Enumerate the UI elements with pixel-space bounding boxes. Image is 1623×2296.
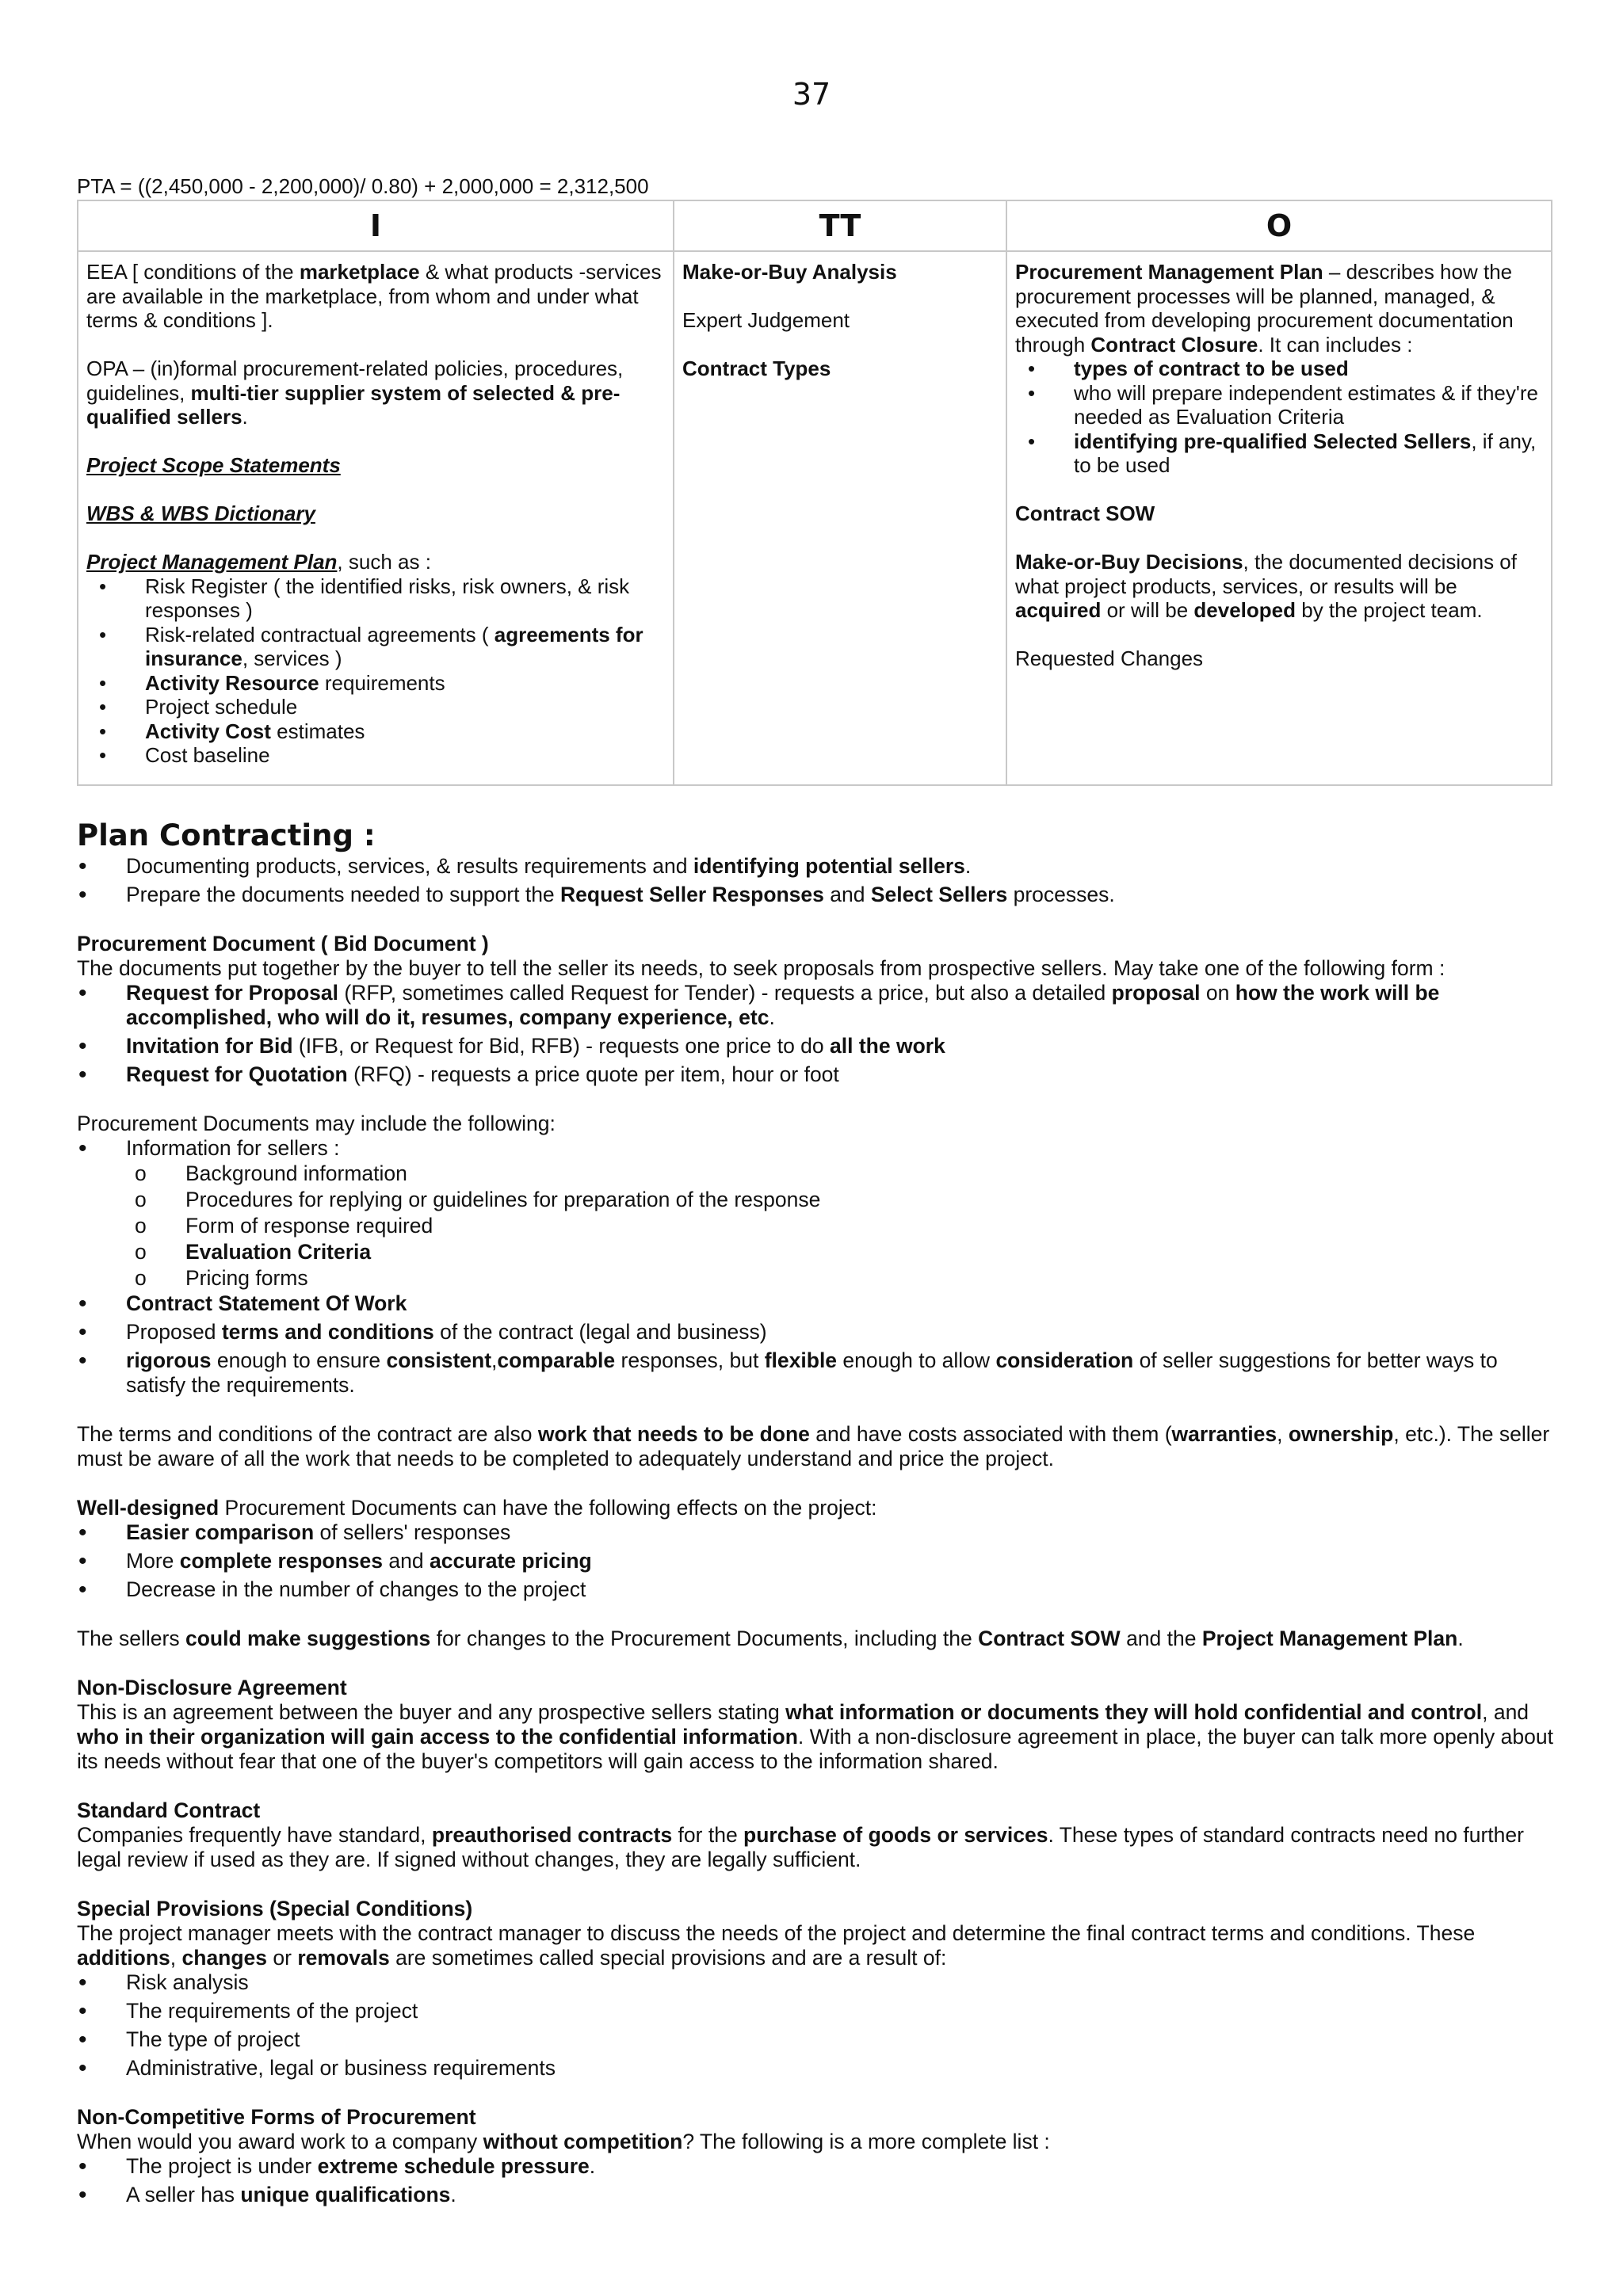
section-intro: Procurement Documents may include the following: (77, 1112, 556, 1135)
list-item: • rigorous enough to ensure consistent,comparable responses, but flexible enough to allow consideration of seller suggestions for better ways to satisfy the requirements. (77, 1348, 1559, 1398)
list-item: • Risk analysis (77, 1970, 1559, 1995)
inputs-cell (78, 251, 674, 785)
procurement-plan-list (1015, 357, 1543, 478)
section-title: Procurement Document ( Bid Document ) (77, 932, 489, 955)
list-item: • Information for sellers : o Background information o Procedures for replying or guidelines for preparation of the response o Form of response required o Evaluation Criteria o Pricing forms (77, 1136, 1559, 1291)
list-item: • Request for Quotation (RFQ) - requests a price quote per item, hour or foot (77, 1062, 1559, 1087)
tools-cell (674, 251, 1006, 785)
eea-input: EEA [ conditions of the marketplace & what products -services are available in the marketplace, from whom and under what terms & conditions ]. (86, 260, 662, 332)
non-competitive-section (77, 2105, 1559, 2207)
procurement-plan-output: Procurement Management Plan – describes how the procurement processes will be planned, managed, & executed from developing procurement documentation through Contract Closure. It can includes : (1015, 260, 1514, 357)
list-item: • who will prepare independent estimates & if they're needed as Evaluation Criteria (1015, 381, 1543, 429)
list-item: • identifying pre-qualified Selected Sellers, if any, to be used (1015, 429, 1543, 478)
list-item: • Cost baseline (86, 743, 665, 768)
list-item: • Request for Proposal (RFP, sometimes called Request for Tender) - requests a price, but also a detailed proposal on how the work will be accomplished, who will do it, resumes, company experience, etc. (77, 981, 1559, 1030)
make-or-buy-tool: Make-or-Buy Analysis (682, 260, 897, 284)
list-item: • types of contract to be used (1015, 357, 1543, 381)
contract-types-tool: Contract Types (682, 357, 831, 380)
sub-list-item: o Evaluation Criteria (77, 1239, 1559, 1265)
nda-section (77, 1676, 1559, 1774)
opa-input: OPA – (in)formal procurement-related policies, procedures, guidelines, multi-tier supplier system of selected & pre-qualified sellers. (86, 357, 624, 429)
list-item: • A seller has unique qualifications. (77, 2183, 1559, 2207)
list-item: • Activity Cost estimates (86, 719, 665, 744)
well-designed-section (77, 1496, 1559, 1602)
list-item: • Risk-related contractual agreements ( agreements for insurance, services ) (86, 623, 665, 671)
list-item: • Invitation for Bid (IFB, or Request for Bid, RFB) - requests one price to do all the work (77, 1034, 1559, 1058)
list-item: • Proposed terms and conditions of the contract (legal and business) (77, 1320, 1559, 1344)
pta-formula: PTA = ((2,450,000 - 2,200,000)/ 0.80) + 2,000,000 = 2,312,500 (77, 174, 649, 198)
section-title: Non-Competitive Forms of Procurement (77, 2105, 476, 2129)
project-scope-input: Project Scope Statements (86, 453, 341, 477)
outputs-cell (1006, 251, 1552, 785)
plan-contracting-heading: Plan Contracting : (77, 818, 376, 852)
expert-judgement-tool: Expert Judgement (682, 308, 850, 332)
pmp-input: Project Management Plan, such as : (86, 550, 431, 574)
outputs-header: O (1006, 200, 1552, 251)
sub-list-item: o Pricing forms (77, 1265, 1559, 1291)
bid-document-list (77, 981, 1559, 1087)
section-title: Non-Disclosure Agreement (77, 1676, 347, 1699)
non-competitive-list (77, 2154, 1559, 2207)
list-item: • The project is under extreme schedule pressure. (77, 2154, 1559, 2179)
section-intro: The documents put together by the buyer to tell the seller its needs, to seek proposals from prospective sellers. May take one of the following form : (77, 956, 1445, 980)
documents-include-list (77, 1136, 1559, 1398)
section-title: Special Provisions (Special Conditions) (77, 1897, 473, 1920)
wbs-input: WBS & WBS Dictionary (86, 502, 315, 525)
pmp-input-list (86, 574, 665, 768)
special-provisions-section (77, 1897, 1559, 2081)
list-item: • Administrative, legal or business requirements (77, 2056, 1559, 2081)
itto-header-row (78, 200, 1552, 251)
documents-include-section (77, 1112, 1559, 1398)
section-body: Companies frequently have standard, preauthorised contracts for the purchase of goods or services. These types of standard contracts need no further legal review if used as they are. If signed without changes, they are legally sufficient. (77, 1823, 1524, 1871)
suggestions-paragraph: The sellers could make suggestions for changes to the Procurement Documents, including the Contract SOW and the Project Management Plan. (77, 1627, 1464, 1650)
itto-table (77, 200, 1552, 786)
page-number: 37 (792, 77, 831, 112)
plan-contracting-list (77, 854, 1559, 907)
list-item: • Easier comparison of sellers' responses (77, 1520, 1559, 1545)
special-provisions-list (77, 1970, 1559, 2081)
list-item: • Contract Statement Of Work (77, 1291, 1559, 1316)
procurement-document-section (77, 932, 1559, 1087)
requested-changes-output: Requested Changes (1015, 646, 1204, 670)
list-item: • Documenting products, services, & results requirements and identifying potential sellers. (77, 854, 1559, 879)
section-title: Standard Contract (77, 1798, 261, 1822)
list-item: • The type of project (77, 2027, 1559, 2052)
list-item: • Activity Resource requirements (86, 671, 665, 696)
terms-paragraph: The terms and conditions of the contract are also work that needs to be done and have costs associated with them (warranties, ownership, etc.). The seller must be aware of all the work that needs to be completed to adequately understand and price the project. (77, 1422, 1550, 1470)
list-item: • Decrease in the number of changes to the project (77, 1577, 1559, 1602)
contract-sow-output: Contract SOW (1015, 502, 1155, 525)
sub-list-item: o Background information (77, 1161, 1559, 1187)
effects-list (77, 1520, 1559, 1602)
list-item: • Prepare the documents needed to support the Request Seller Responses and Select Sellers processes. (77, 883, 1559, 907)
seller-info-sublist (77, 1161, 1559, 1291)
standard-contract-section (77, 1798, 1559, 1872)
section-body: The project manager meets with the contract manager to discuss the needs of the project and determine the final contract terms and conditions. These additions, changes or removals are sometimes called special provisions and are a result of: (77, 1921, 1476, 1970)
itto-body-row (78, 251, 1552, 785)
section-body: This is an agreement between the buyer and any prospective sellers stating what information or documents they will hold confidential and control, and who in their organization will gain access to the confidential information. With a non-disclosure agreement in place, the buyer can talk more openly about its needs without fear that one of the buyer's competitors will gain access to the information shared. (77, 1700, 1553, 1773)
make-or-buy-output: Make-or-Buy Decisions, the documented decisions of what project products, services, or results will be acquired or will be developed by the project team. (1015, 550, 1517, 622)
main-content (77, 818, 1559, 2211)
sub-list-item: o Form of response required (77, 1213, 1559, 1239)
section-intro: Well-designed Procurement Documents can have the following effects on the project: (77, 1496, 877, 1520)
section-body: When would you award work to a company without competition? The following is a more complete list : (77, 2130, 1050, 2153)
tools-header: TT (674, 200, 1006, 251)
inputs-header: I (78, 200, 674, 251)
list-item: • Risk Register ( the identified risks, risk owners, & risk responses ) (86, 574, 665, 623)
list-item: • Project schedule (86, 695, 665, 719)
list-item: • The requirements of the project (77, 1999, 1559, 2023)
sub-list-item: o Procedures for replying or guidelines for preparation of the response (77, 1187, 1559, 1213)
list-item: • More complete responses and accurate pricing (77, 1549, 1559, 1573)
